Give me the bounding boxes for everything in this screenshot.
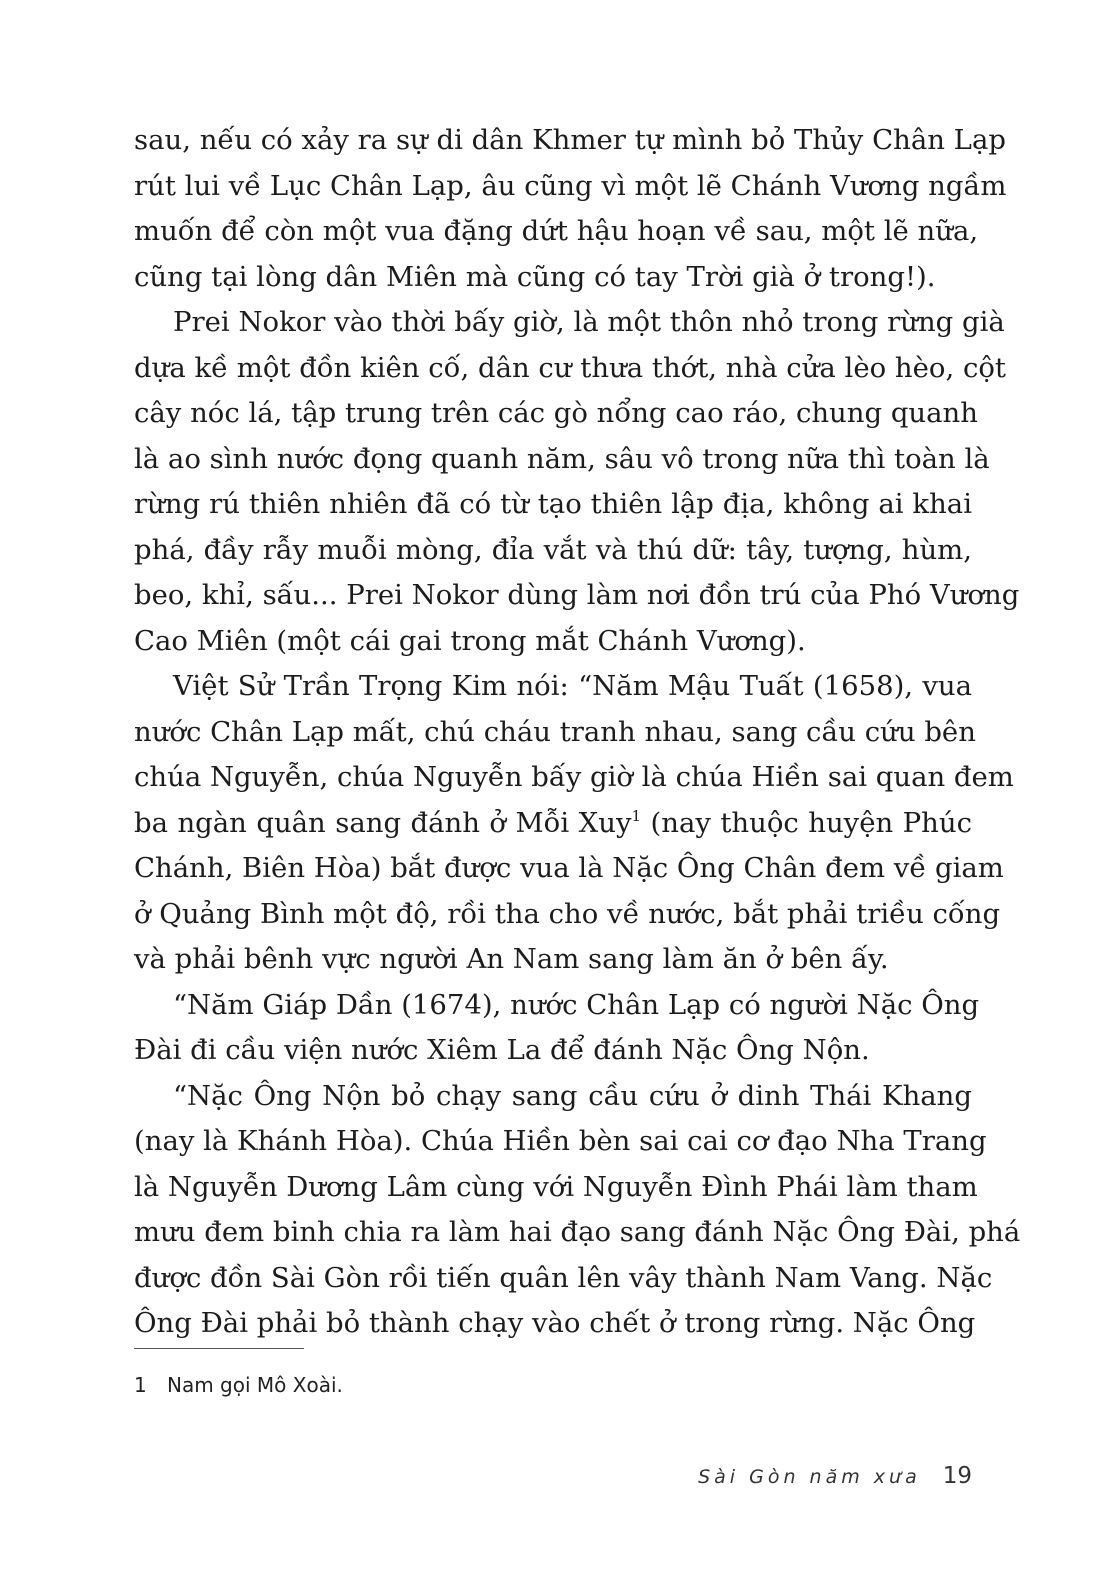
text-line: là Nguyễn Dương Lâm cùng với Nguyễn Đình Phái làm tham bbox=[134, 1170, 978, 1203]
text-line: cây nóc lá, tập trung trên các gò nổng cao ráo, chung quanh bbox=[134, 397, 978, 429]
text-line: (nay là Khánh Hòa). Chúa Hiền bèn sai cai cơ đạo Nha Trang bbox=[134, 1125, 987, 1157]
text-segment: ba ngàn quân sang đánh ở Mỗi Xuy bbox=[134, 806, 632, 839]
text-line: beo, khỉ, sấu... Prei Nokor dùng làm nơi đồn trú của Phó Vương bbox=[134, 579, 1020, 611]
text-line: “Năm Giáp Dần (1674), nước Chân Lạp có người Nặc Ông bbox=[173, 988, 980, 1021]
page-number: 19 bbox=[942, 1463, 972, 1489]
book-title: Sài Gòn năm xưa bbox=[698, 1466, 921, 1488]
body-text bbox=[134, 118, 1021, 1347]
text-line: Việt Sử Trần Trọng Kim nói: “Năm Mậu Tuất (1658), vua bbox=[173, 670, 972, 702]
paragraph-2 bbox=[134, 300, 1020, 664]
footnote-reference[interactable]: 1 bbox=[631, 806, 642, 825]
text-line: cũng tại lòng dân Miên mà cũng có tay Trời già ở trong!). bbox=[134, 260, 936, 293]
text-line: Cao Miên (một cái gai trong mắt Chánh Vương). bbox=[134, 624, 806, 657]
text-line: rút lui về Lục Chân Lạp, âu cũng vì một lẽ Chánh Vương ngầm bbox=[134, 169, 1007, 202]
paragraph-3 bbox=[134, 664, 1014, 983]
running-footer bbox=[698, 1461, 972, 1493]
text-line: sau, nếu có xảy ra sự di dân Khmer tự mình bỏ Thủy Chân Lạp bbox=[134, 124, 1006, 156]
text-line: phá, đầy rẫy muỗi mòng, đỉa vắt và thú dữ: tây, tượng, hùm, bbox=[134, 533, 972, 566]
text-line: được đồn Sài Gòn rồi tiến quân lên vây thành Nam Vang. Nặc bbox=[134, 1261, 993, 1294]
text-line: Prei Nokor vào thời bấy giờ, là một thôn nhỏ trong rừng già bbox=[173, 306, 1005, 338]
text-line: là ao sình nước đọng quanh năm, sâu vô trong nữa thì toàn là bbox=[134, 442, 990, 475]
text-line: nước Chân Lạp mất, chú cháu tranh nhau, sang cầu cứu bên bbox=[134, 715, 976, 748]
text-line: muốn để còn một vua đặng dứt hậu hoạn về sau, một lẽ nữa, bbox=[134, 215, 979, 247]
text-line: Đài đi cầu viện nước Xiêm La để đánh Nặc Ông Nộn. bbox=[134, 1034, 870, 1066]
footnote bbox=[134, 1370, 343, 1400]
text-line: rừng rú thiên nhiên đã có từ tạo thiên lập địa, không ai khai bbox=[134, 488, 972, 520]
text-line: mưu đem binh chia ra làm hai đạo sang đánh Nặc Ông Đài, phá bbox=[134, 1216, 1021, 1248]
text-line: dựa kề một đồn kiên cố, dân cư thưa thớt, nhà cửa lèo hèo, cột bbox=[134, 351, 1006, 384]
paragraph-1 bbox=[134, 118, 1007, 300]
text-line bbox=[134, 801, 972, 847]
text-segment: (nay thuộc huyện Phúc bbox=[641, 806, 972, 839]
footnote-number: 1 bbox=[134, 1373, 147, 1397]
text-line: Ông Đài phải bỏ thành chạy vào chết ở trong rừng. Nặc Ông bbox=[134, 1307, 976, 1339]
text-line: ở Quảng Bình một độ, rồi tha cho về nước, bắt phải triều cống bbox=[134, 897, 1001, 930]
text-line: “Nặc Ông Nộn bỏ chạy sang cầu cứu ở dinh Thái Khang bbox=[173, 1079, 972, 1112]
text-line: Chánh, Biên Hòa) bắt được vua là Nặc Ông Chân đem về giam bbox=[134, 852, 1004, 884]
text-line: và phải bênh vực người An Nam sang làm ăn ở bên ấy. bbox=[134, 943, 889, 975]
paragraph-4 bbox=[134, 983, 980, 1074]
text-line: chúa Nguyễn, chúa Nguyễn bấy giờ là chúa Hiền sai quan đem bbox=[134, 761, 1014, 793]
footnote-text: Nam gọi Mô Xoài. bbox=[167, 1373, 343, 1397]
footnote-divider bbox=[134, 1348, 304, 1349]
paragraph-5 bbox=[134, 1074, 1021, 1347]
